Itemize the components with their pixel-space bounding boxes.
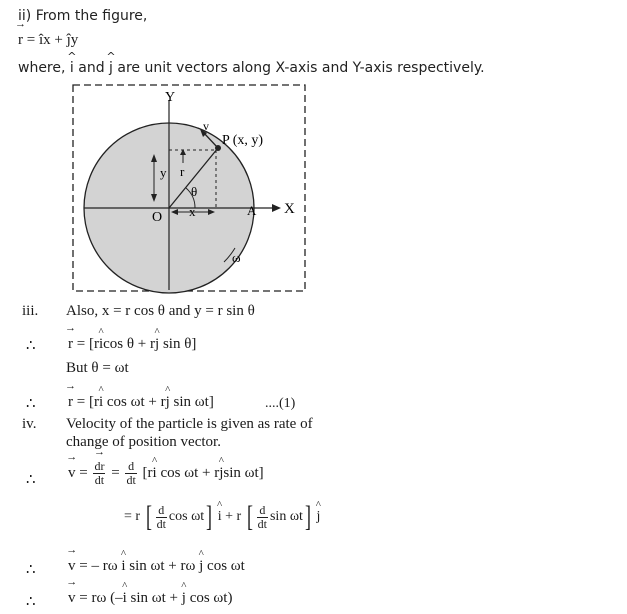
d: d [257, 504, 268, 518]
v-vector: → v [68, 465, 76, 482]
unit-j: ^ j [219, 465, 223, 482]
eq-text: cos ωt [203, 558, 245, 574]
eq-text: cos ωt + r [156, 464, 220, 481]
therefore-symbol: ∴ [26, 594, 36, 610]
label-r: r [180, 164, 185, 179]
therefore-symbol: ∴ [26, 562, 36, 578]
dt: dt [257, 516, 267, 531]
label-point-p: P (x, y) [222, 133, 264, 148]
label-y: y [160, 165, 167, 180]
eq-text: = rω (– [79, 590, 123, 606]
eq-text: = – rω [79, 558, 118, 574]
eq-text: cos θ + r [103, 336, 156, 352]
label-v: v [203, 119, 209, 133]
v-vector: → v [68, 590, 76, 607]
label-theta: θ [191, 184, 198, 199]
r-vector: → r [18, 32, 23, 49]
label-y-axis: Y [165, 90, 176, 105]
unit-line-pre: where, [18, 60, 70, 76]
eq-text: sin ωt [269, 509, 303, 525]
therefore-symbol: ∴ [26, 338, 36, 354]
eq-text: = [r [76, 336, 99, 352]
label-x: x [189, 204, 196, 219]
eq-text: cos ωt [168, 509, 205, 525]
eq-text: cos ωt) [185, 590, 233, 606]
x-axis-arrowhead [272, 204, 281, 212]
eq-text: sin ωt] [169, 394, 214, 410]
velocity-final [68, 590, 232, 607]
eq-text: = r [124, 509, 141, 525]
unit-i: ^ i [123, 590, 127, 607]
dr-dt-fraction [93, 460, 105, 487]
part-label: ii) From the figure, [18, 8, 148, 24]
eq-sign: = [79, 464, 88, 481]
eq-text: sin ωt + [126, 590, 182, 606]
therefore-symbol: ∴ [26, 396, 36, 412]
unit-j: ^ j [199, 558, 203, 575]
unit-j: ^ j [316, 509, 320, 525]
r-equation-wt [68, 394, 214, 411]
velocity-result [68, 558, 245, 575]
equation-number: ....(1) [265, 396, 296, 411]
label-omega: ω [232, 250, 241, 265]
d-dt-fraction [257, 504, 268, 531]
step-iv-line2: change of position vector. [66, 434, 221, 450]
label-origin: O [152, 210, 163, 225]
d-dt-fraction [125, 460, 136, 487]
bracket-right: ] [304, 500, 311, 533]
eq-text: sin ωt] [223, 464, 264, 481]
unit-j: ^ j [155, 336, 159, 353]
step-iii-text: Also, x = r cos θ and y = r sin θ [66, 303, 255, 319]
label-x-axis: X [284, 201, 295, 217]
dt: dt [156, 516, 166, 531]
therefore-symbol: ∴ [26, 472, 36, 488]
velocity-derivative [68, 460, 264, 487]
eq-text: cos ωt + r [103, 394, 166, 410]
eq-text: sin θ] [162, 336, 197, 352]
step-iv-marker: iv. [22, 416, 37, 432]
but-theta-text: But θ = ωt [66, 360, 129, 376]
eq-sign: = [111, 464, 120, 481]
eq-text: = [r [76, 394, 99, 410]
unit-i: ^ i [99, 394, 103, 411]
dr: → dr [94, 460, 104, 473]
r-vector: → r [68, 394, 73, 411]
velocity-expanded [124, 502, 320, 532]
equation-rest: = îx + ĵy [26, 32, 79, 48]
dt: dt [94, 473, 105, 487]
step-iii-marker: iii. [22, 303, 39, 319]
unit-i: ^ i [218, 509, 222, 525]
eq-text: + r [225, 509, 242, 525]
unit-i: ^ i [153, 465, 157, 482]
d-dt-fraction [156, 504, 167, 531]
bracket-left: [ [246, 500, 253, 533]
bracket-right: ] [206, 500, 213, 533]
unit-i: ^ i [99, 336, 103, 353]
unit-i: ^ i [121, 558, 125, 575]
dt: dt [126, 473, 136, 487]
v-vector: → v [68, 558, 76, 575]
d: d [156, 504, 167, 518]
step-iv-line1: Velocity of the particle is given as rate of [66, 416, 313, 432]
label-a: A [247, 203, 257, 218]
bracket-left: [ [145, 500, 152, 533]
eq-text: [r [142, 464, 153, 481]
unit-j: ^ j [166, 394, 170, 411]
r-vector: → r [68, 336, 73, 353]
circular-motion-figure [0, 0, 627, 300]
unit-and: and [73, 60, 110, 76]
unit-j: ^ j [182, 590, 186, 607]
eq-text: sin ωt + rω [125, 558, 196, 574]
unit-line-post: are unit vectors along X-axis and Y-axis respectively. [112, 60, 485, 76]
unit-j: ^ j [109, 60, 113, 76]
d: d [125, 460, 136, 474]
unit-i: ^ i [70, 60, 74, 76]
r-equation-theta [68, 336, 196, 353]
